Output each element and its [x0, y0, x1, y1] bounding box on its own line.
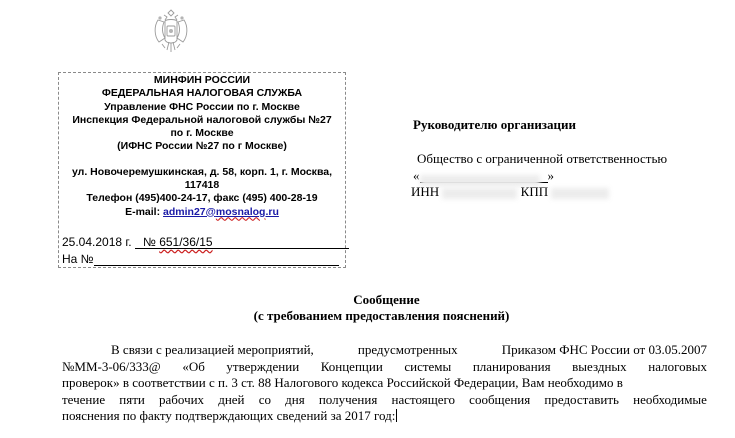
body-word: проверок» в соответствии с п. 3 ст. 88 Налогового кодекса Российской Федерации, Вам необходимо в	[62, 375, 623, 390]
body-word: дней	[218, 391, 245, 407]
body-word: настоящего	[391, 391, 456, 407]
coat-of-arms-emblem	[150, 6, 192, 58]
body-word: предоставить	[544, 391, 619, 407]
email-user: admin27@	[163, 205, 216, 218]
sender-service: ФЕДЕРАЛЬНАЯ НАЛОГОВАЯ СЛУЖБА	[101, 87, 303, 100]
kpp-value-redacted	[551, 188, 609, 199]
document-subtitle: (с требованием предоставления пояснений)	[253, 308, 510, 323]
org-name-redacted	[420, 172, 548, 183]
body-word: №ММ-3-06/333@	[62, 358, 161, 374]
recipient-org-name	[413, 168, 554, 184]
body-word: Концепции	[320, 358, 383, 374]
email-label: E-mail:	[125, 205, 164, 218]
body-word: рабочих	[159, 391, 205, 407]
sender-short-name: (ИФНС России №27 по г Москве)	[117, 140, 287, 153]
email-link[interactable]	[163, 206, 279, 218]
body-word: течение	[62, 391, 106, 407]
inn-value-redacted	[442, 188, 517, 199]
text-cursor	[396, 409, 397, 422]
sender-email	[58, 206, 346, 219]
body-word: сообщения	[469, 391, 531, 407]
body-word: необходимые	[633, 391, 707, 407]
sender-department: Управление ФНС России по г. Москве	[104, 100, 300, 113]
reg-number: 651/36/15	[159, 235, 213, 249]
sender-spacer	[58, 154, 346, 166]
recipient-org-type: Общество с ограниченной ответственностью	[417, 151, 668, 166]
document-title-block	[0, 292, 735, 324]
sender-phone-fax: Телефон (495)400-24-17, факс (495) 400-28-19	[86, 192, 318, 205]
body-line-1	[62, 342, 707, 359]
sender-ministry: МИНФИН РОССИИ	[153, 74, 251, 86]
body-word: предусмотренных	[357, 342, 458, 357]
body-word: системы	[404, 358, 452, 374]
body-word: выездных	[572, 358, 627, 374]
body-line-2	[62, 359, 707, 376]
sender-address-line2: 117418	[184, 179, 220, 192]
reg-number-label: №	[142, 235, 156, 249]
body-word: получения	[318, 391, 378, 407]
body-word: налоговых	[648, 358, 707, 374]
org-name-close-quote: »	[547, 168, 554, 183]
body-word: дня	[285, 391, 305, 407]
body-word: со	[258, 391, 271, 407]
body-word: утверждении	[226, 358, 300, 374]
sender-inspection-line2: по г. Москве	[170, 127, 234, 140]
registration-response	[62, 252, 339, 266]
kpp-label: КПП	[520, 184, 549, 199]
body-word: «Об	[182, 358, 205, 374]
recipient-inn-kpp	[411, 184, 609, 200]
body-line-5	[62, 408, 707, 425]
recipient-title: Руководителю организации	[413, 117, 577, 132]
body-line-3	[62, 375, 707, 392]
registration-date-number	[62, 235, 349, 249]
org-name-open-quote: «	[413, 168, 420, 183]
body-word: В связи с реализацией мероприятий,	[111, 342, 314, 357]
email-tld: .ru	[265, 205, 279, 218]
body-word: пяти	[119, 391, 145, 407]
reg-response-label: На №	[62, 252, 94, 266]
body-line-4	[62, 392, 707, 409]
document-body	[62, 342, 707, 425]
body-word: планирования	[472, 358, 551, 374]
reg-number-field	[135, 235, 349, 249]
reg-response-field	[94, 252, 339, 266]
body-word: Приказом ФНС России от 03.05.2007	[501, 342, 707, 357]
email-domain: mosnalog	[215, 205, 266, 218]
sender-address-line1: ул. Новочеремушкинская, д. 58, корп. 1, г. Москва,	[71, 165, 333, 178]
sender-block	[58, 74, 346, 219]
document-title: Сообщение	[353, 292, 420, 307]
sender-inspection-line1: Инспекция Федеральной налоговой службы №27	[72, 113, 332, 126]
inn-label: ИНН	[411, 184, 440, 199]
reg-date: 25.04.2018 г.	[62, 235, 132, 249]
body-line-5-text: пояснения по факту подтверждающих сведений за 2017 год:	[62, 408, 396, 423]
